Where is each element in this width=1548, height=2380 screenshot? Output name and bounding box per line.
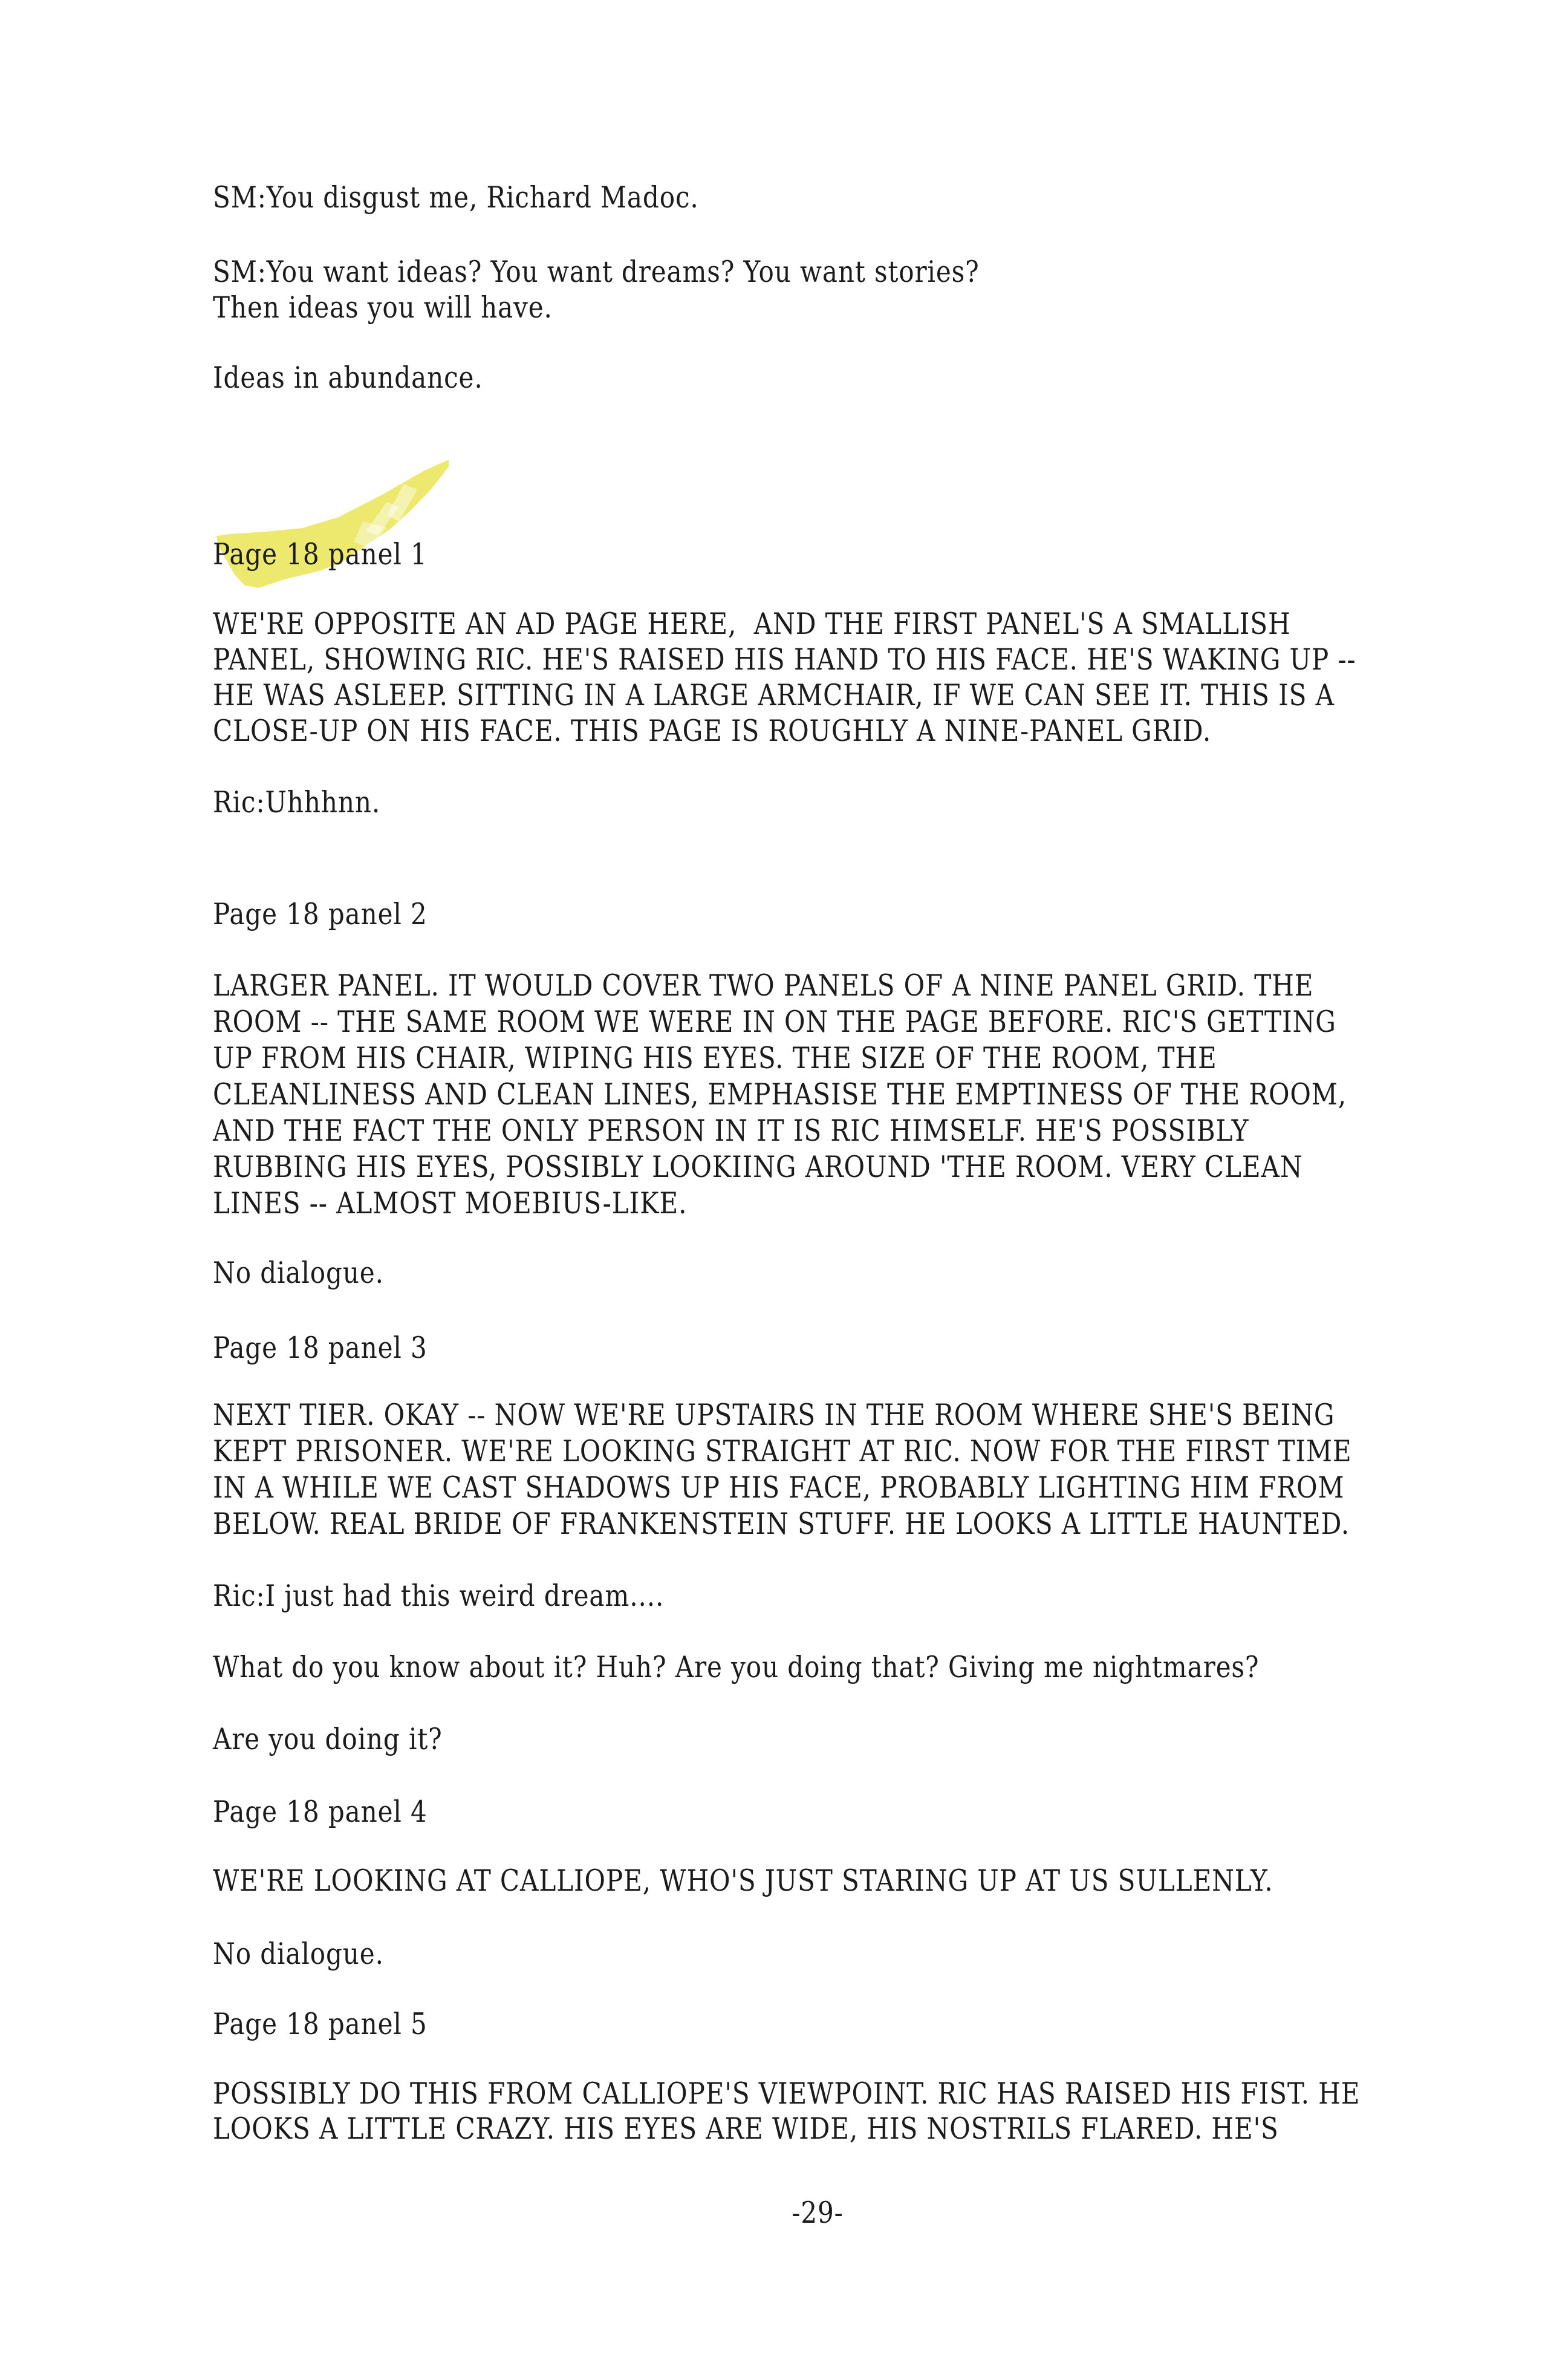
- panel-description-line: IN A WHILE WE CAST SHADOWS UP HIS FACE, PROBABLY LIGHTING HIM FROM: [213, 1470, 1345, 1505]
- panel-description-line: LINES -- ALMOST MOEBIUS-LIKE.: [213, 1186, 688, 1221]
- page-number: -29-: [792, 2196, 844, 2230]
- dialogue-line: Ric:I just had this weird dream....: [213, 1579, 665, 1613]
- panel-description-line: BELOW. REAL BRIDE OF FRANKENSTEIN STUFF. HE LOOKS A LITTLE HAUNTED.: [213, 1507, 1350, 1541]
- panel-description-line: LOOKS A LITTLE CRAZY. HIS EYES ARE WIDE, HIS NOSTRILS FLARED. HE'S: [213, 2111, 1279, 2146]
- speech-line: SM:You want ideas? You want dreams? You want stories?: [213, 255, 980, 289]
- panel-description-line: HE WAS ASLEEP. SITTING IN A LARGE ARMCHAIR, IF WE CAN SEE IT. THIS IS A: [213, 678, 1335, 712]
- panel-description-line: NEXT TIER. OKAY -- NOW WE'RE UPSTAIRS IN THE ROOM WHERE SHE'S BEING: [213, 1398, 1335, 1432]
- panel-description-line: WE'RE LOOKING AT CALLIOPE, WHO'S JUST STARING UP AT US SULLENLY.: [213, 1863, 1273, 1898]
- panel-description-line: LARGER PANEL. IT WOULD COVER TWO PANELS OF A NINE PANEL GRID. THE: [213, 968, 1314, 1003]
- dialogue-line: No dialogue.: [213, 1937, 384, 1971]
- panel-heading: Page 18 panel 3: [213, 1331, 428, 1365]
- speech-line: Then ideas you will have.: [213, 290, 553, 325]
- panel-heading: Page 18 panel 2: [213, 897, 428, 931]
- panel-description-line: PANEL, SHOWING RIC. HE'S RAISED HIS HAND TO HIS FACE. HE'S WAKING UP --: [213, 642, 1356, 677]
- panel-description-line: CLEANLINESS AND CLEAN LINES, EMPHASISE THE EMPTINESS OF THE ROOM,: [213, 1077, 1347, 1112]
- dialogue-line: Ric:Uhhhnn.: [213, 785, 381, 820]
- panel-description-line: WE'RE OPPOSITE AN AD PAGE HERE, AND THE FIRST PANEL'S A SMALLISH: [213, 607, 1291, 641]
- panel-description-line: UP FROM HIS CHAIR, WIPING HIS EYES. THE SIZE OF THE ROOM, THE: [213, 1041, 1217, 1075]
- speech-line: SM:You disgust me, Richard Madoc.: [213, 180, 699, 215]
- panel-heading: Page 18 panel 1: [213, 537, 428, 572]
- panel-heading: Page 18 panel 5: [213, 2007, 428, 2041]
- panel-description-line: AND THE FACT THE ONLY PERSON IN IT IS RIC HIMSELF. HE'S POSSIBLY: [213, 1113, 1249, 1148]
- panel-heading: Page 18 panel 4: [213, 1795, 428, 1829]
- panel-description-line: RUBBING HIS EYES, POSSIBLY LOOKIING AROUND 'THE ROOM. VERY CLEAN: [213, 1150, 1303, 1184]
- panel-description-line: CLOSE-UP ON HIS FACE. THIS PAGE IS ROUGHLY A NINE-PANEL GRID.: [213, 714, 1212, 748]
- dialogue-line: Are you doing it?: [213, 1722, 443, 1756]
- dialogue-line: What do you know about it? Huh? Are you doing that? Giving me nightmares?: [213, 1650, 1260, 1684]
- panel-description-line: POSSIBLY DO THIS FROM CALLIOPE'S VIEWPOINT. RIC HAS RAISED HIS FIST. HE: [213, 2076, 1361, 2111]
- panel-description-line: ROOM -- THE SAME ROOM WE WERE IN ON THE PAGE BEFORE. RIC'S GETTING: [213, 1005, 1336, 1039]
- speech-line: Ideas in abundance.: [213, 360, 483, 395]
- panel-description-line: KEPT PRISONER. WE'RE LOOKING STRAIGHT AT RIC. NOW FOR THE FIRST TIME: [213, 1434, 1352, 1469]
- dialogue-line: No dialogue.: [213, 1256, 384, 1290]
